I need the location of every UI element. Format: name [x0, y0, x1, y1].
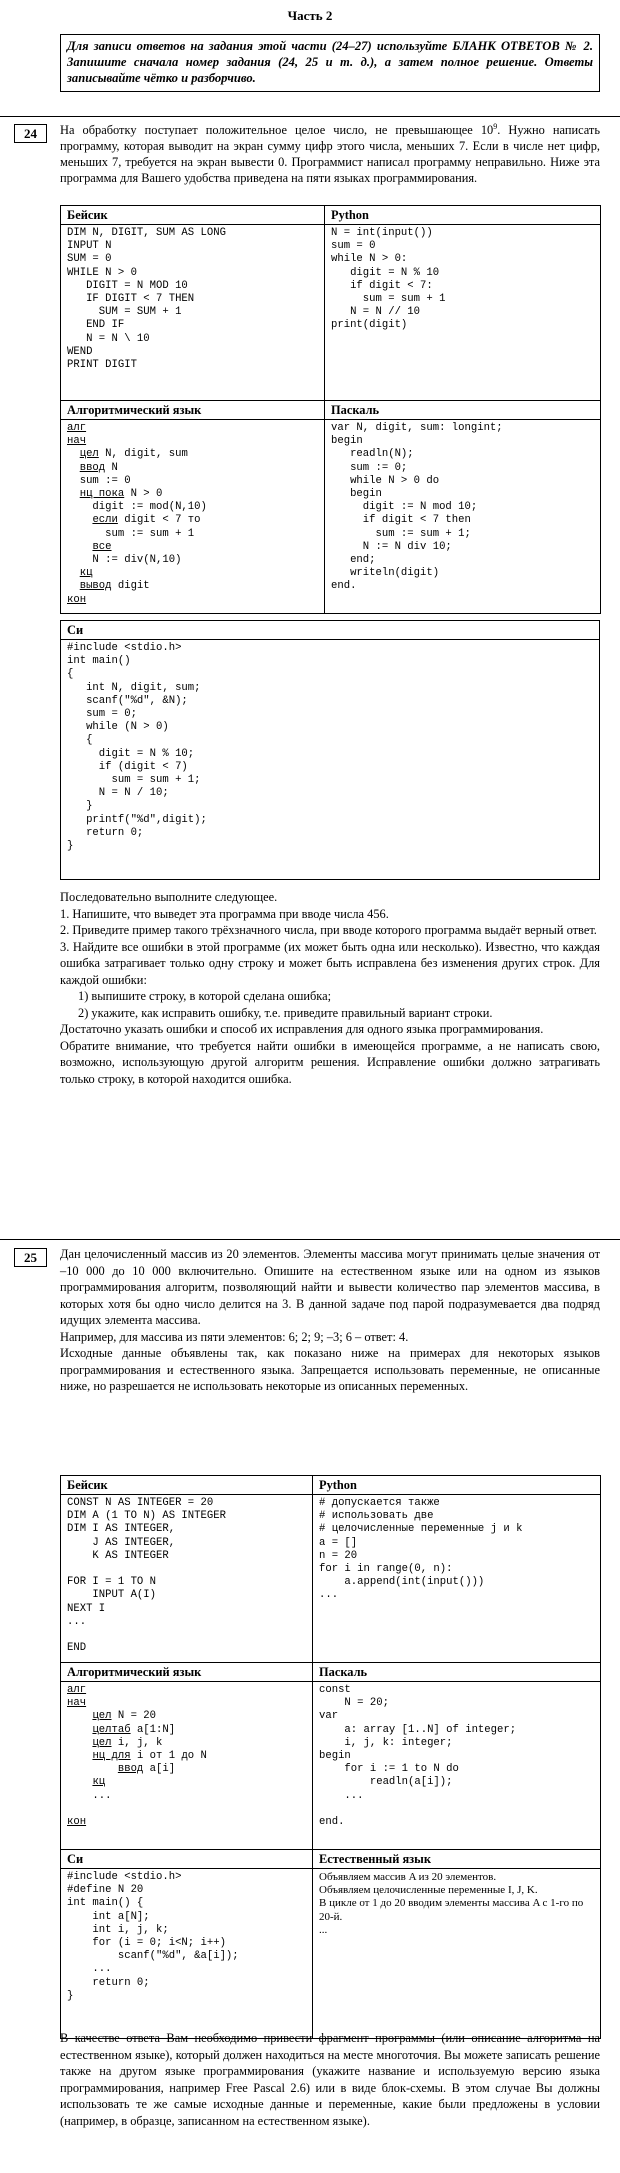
- task25-after: В качестве ответа Вам необходимо привести фрагмент программы (или описание алгоритма на естественном языке), который должен находиться на месте многоточия. Вы можете записать решение также на другом языке программирования (укажите название и используемую версию языка программирования, например Free Pascal 2.6) или в виде блок-схемы. В этом случае Вы должны использовать те же самые исходные данные и переменные, какие были предложены в условии (например, в образце, записанном на естественном языке).: [60, 2031, 600, 2128]
- algo-keyword: алг: [67, 1684, 87, 1696]
- algo-keyword: нц для: [92, 1750, 131, 1763]
- algo-keyword: кон: [67, 593, 87, 606]
- task24-instructions: [60, 889, 600, 1087]
- algo-keyword: ввод: [79, 461, 106, 474]
- code-algo: [61, 420, 324, 609]
- task24-p3b: 2) укажите, как исправить ошибку, т.е. приведите правильный вариант строки.: [78, 1005, 493, 1020]
- task-number-25: 25: [14, 1248, 47, 1267]
- task25-example: Например, для массива из пяти элементов: 6; 2; 9; –3; 6 – ответ: 4.: [60, 1329, 409, 1344]
- header-natural: Естественный язык: [313, 1850, 601, 1869]
- task24-c-table: [60, 620, 600, 880]
- algo-keyword: алг: [67, 422, 87, 434]
- task25-code-table: [60, 1475, 601, 2039]
- task24-intro: [60, 122, 600, 187]
- code-basic: DIM N, DIGIT, SUM AS LONG INPUT N SUM = 0 WHILE N > 0 DIGIT = N MOD 10 IF DIGIT < 7 THEN SUM = SUM + 1 END IF N = N \ 10 WEND PRINT DIGIT: [67, 227, 226, 372]
- task25-intro-text: Дан целочисленный массив из 20 элементов. Элементы массива могут принимать целые значения от –10 000 до 10 000 включительно. Опишите на естественном языке или на одном из языков программирования алгоритм, позволяющий найти и вывести количество пар элементов массива, в которых хотя бы одно число делится на 3. В данной задаче под парой подразумевается два подряд идущих элемента массива.: [60, 1247, 600, 1327]
- task-number-24: 24: [14, 124, 47, 143]
- algo-line: [67, 422, 318, 435]
- algo-keyword: кц: [79, 567, 93, 580]
- algo-line: digit := mod(N,10): [67, 501, 207, 514]
- code-python: N = int(input()) sum = 0 while N > 0: digit = N % 10 if digit < 7: sum = sum + 1 N = N // 10 print(digit): [331, 227, 446, 332]
- algo-keyword: ввод: [117, 1763, 144, 1776]
- task25-intro: [60, 1246, 600, 1395]
- code-python: # допускается также # использовать две # целочисленные переменные j и k a = [] n = 20 for i in range(0, n): a.append(int(input())) ...: [319, 1497, 523, 1602]
- algo-line: N := div(N,10): [67, 554, 182, 567]
- header-c: Си: [61, 621, 600, 640]
- task25-data-note: Исходные данные объявлены так, как показано ниже на примерах для некоторых языков программирования и естественного языка. Запрещается использовать переменные, не описанные ниже, но разрешается не использовать некоторые из описанных переменных.: [60, 1346, 600, 1393]
- algo-keyword: целтаб: [92, 1723, 131, 1736]
- algo-line: [67, 1803, 306, 1816]
- algo-keyword: кон: [67, 1816, 87, 1829]
- algo-keyword: все: [92, 540, 112, 553]
- algo-line: [67, 567, 318, 580]
- header-basic: Бейсик: [61, 1476, 313, 1495]
- algo-line: [67, 435, 318, 448]
- header-python: Python: [313, 1476, 601, 1495]
- algo-line: [67, 1816, 306, 1829]
- header-c: Си: [61, 1850, 313, 1869]
- part-title: Часть 2: [287, 8, 333, 23]
- algo-line: [67, 1697, 306, 1710]
- task24-p3a: 1) выпишите строку, в которой сделана ошибка;: [78, 989, 332, 1003]
- algo-line: цел N = 20: [92, 1710, 157, 1723]
- algo-keyword: цел: [92, 1736, 112, 1749]
- header-pascal: Паскаль: [325, 401, 601, 420]
- algo-line: нц для i от 1 до N: [92, 1750, 207, 1763]
- algo-keyword: вывод: [79, 580, 112, 593]
- task24-code-table: [60, 205, 601, 614]
- task25-answer-note: [60, 2030, 600, 2129]
- code-pascal: var N, digit, sum: longint; begin readln(N); sum := 0; while N > 0 do begin digit := N mod 10; if digit < 7 then sum := sum + 1; N := N div 10; end; writeln(digit) end.: [331, 422, 503, 593]
- algo-line: целтаб a[1:N]: [92, 1723, 176, 1736]
- algo-line: [67, 1776, 306, 1789]
- algo-line: sum := 0: [67, 474, 131, 487]
- task24-p4: Достаточно указать ошибки и способ их исправления для одного языка программирования.: [60, 1022, 544, 1036]
- answer-instruction-box: Для записи ответов на задания этой части (24–27) используйте БЛАНК ОТВЕТОВ № 2. Запишите сначала номер задания (24, 25 и т. д.), а затем полное решение. Ответы записывайте чётко и разборчиво.: [60, 34, 600, 92]
- algo-keyword: кц: [92, 1776, 106, 1789]
- algo-keyword: нц пока: [79, 488, 125, 501]
- algo-keyword: если: [92, 514, 118, 527]
- algo-keyword: цел: [79, 448, 99, 461]
- header-python: Python: [325, 206, 601, 225]
- algo-line: вывод digit: [79, 580, 150, 593]
- task24-p2: 2. Приведите пример такого трёхзначного числа, при вводе которого программа выдаёт верный ответ.: [60, 923, 597, 937]
- task-divider: [0, 116, 620, 117]
- algo-line: нц пока N > 0: [79, 488, 163, 501]
- algo-keyword: нач: [67, 1697, 87, 1710]
- algo-line: ...: [67, 1789, 112, 1802]
- algo-keyword: цел: [92, 1710, 112, 1723]
- task24-intro-sup: 9: [493, 121, 498, 131]
- algo-line: sum := sum + 1: [67, 527, 195, 540]
- header-algo: Алгоритмический язык: [61, 1663, 313, 1682]
- algo-line: цел i, j, k: [92, 1736, 163, 1749]
- algo-line: если digit < 7 то: [92, 514, 201, 527]
- task24-intro-b: . Нужно написать программу, которая выводит на экран сумму цифр этого числа, меньших 7. Если в числе нет цифр, меньших 7, требуется на экран вывести 0. Программист написал программу неправильно. Ниже эта программа для Вашего удобства приведена на пяти языках программирования.: [60, 123, 600, 186]
- task24-intro-a: На обработку поступает положительное целое число, не превышающее 10: [60, 123, 494, 137]
- algo-line: [67, 1684, 306, 1697]
- header-algo: Алгоритмический язык: [61, 401, 325, 420]
- algo-line: [67, 541, 318, 554]
- natural-line-4: ...: [319, 1923, 328, 1936]
- code-c: #include <stdio.h> int main() { int N, digit, sum; scanf("%d", &N); sum = 0; while (N > 0) { digit = N % 10; if (digit < 7) sum = sum + 1; N = N / 10; } printf("%d",digit); return 0; }: [67, 642, 207, 853]
- header-basic: Бейсик: [61, 206, 325, 225]
- code-pascal: const N = 20; var a: array [1..N] of integer; i, j, k: integer; begin for i := 1 to N do readln(a[i]); ... end.: [319, 1684, 517, 1829]
- code-basic: CONST N AS INTEGER = 20 DIM A (1 TO N) AS INTEGER DIM I AS INTEGER, J AS INTEGER, K AS INTEGER FOR I = 1 TO N INPUT A(I) NEXT I ... END: [67, 1497, 226, 1655]
- code-natural: [313, 1869, 600, 1939]
- algo-line: [67, 594, 318, 607]
- algo-line: ввод N: [79, 461, 118, 474]
- natural-line-2: Объявляем целочисленные переменные I, J, K.: [319, 1884, 538, 1897]
- task24-p1: 1. Напишите, что выведет эта программа при вводе числа 456.: [60, 906, 389, 921]
- algo-keyword: нач: [67, 435, 87, 448]
- task24-p0: Последовательно выполните следующее.: [60, 890, 278, 904]
- natural-line-3: В цикле от 1 до 20 вводим элементы массива A с 1-го по 20-й.: [319, 1897, 586, 1923]
- task24-p5: Обратите внимание, что требуется найти ошибки в имеющейся программе, а не написать свою, возможно, использующую другой алгоритм решения. Исправление ошибки должно затрагивать только строку, в которой находится ошибка.: [60, 1038, 600, 1086]
- code-c: #include <stdio.h> #define N 20 int main() { int a[N]; int i, j, k; for (i = 0; i<N; i++) scanf("%d", &a[i]); ... return 0; }: [67, 1871, 239, 2002]
- code-algo: [61, 1682, 312, 1831]
- header-pascal: Паскаль: [313, 1663, 601, 1682]
- algo-line: цел N, digit, sum: [79, 448, 188, 461]
- algo-line: ввод a[i]: [117, 1763, 176, 1776]
- task-divider: [0, 1239, 620, 1240]
- natural-line-1: Объявляем массив A из 20 элементов.: [319, 1871, 497, 1883]
- task24-p3: 3. Найдите все ошибки в этой программе (их может быть одна или несколько). Известно, что каждая ошибка затрагивает только одну строку и может быть исправлена без изменения других строк. Для каждой ошибки:: [60, 939, 600, 987]
